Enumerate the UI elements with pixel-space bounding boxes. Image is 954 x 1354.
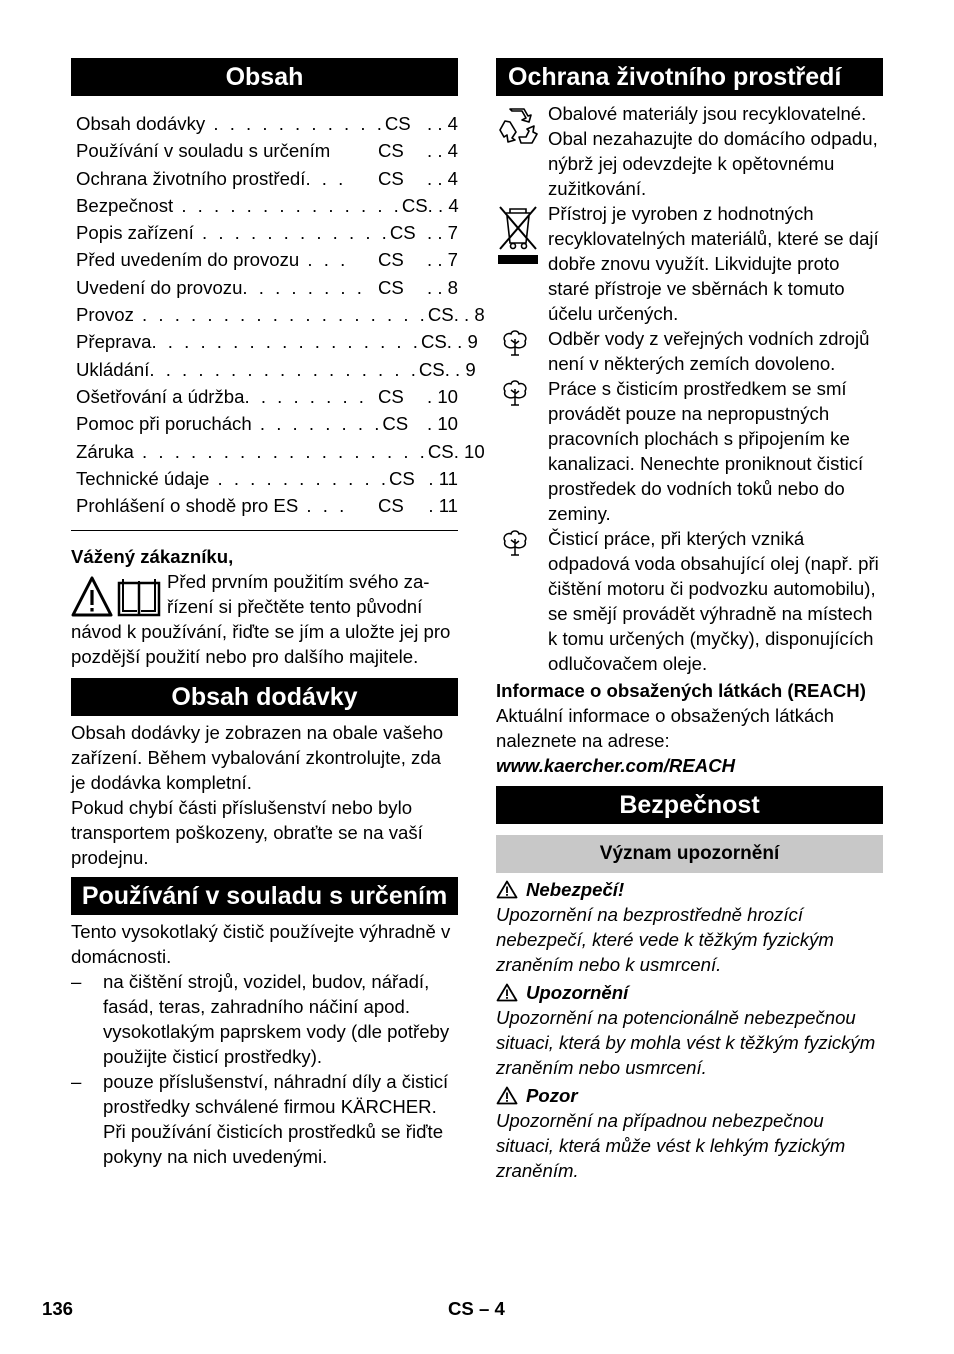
toc-entry-page: . 10 [426,385,458,407]
toc-entry-page: . 11 [428,495,458,517]
toc-leader-dots: . . . . . . . . . . . . . . . . . . [133,440,428,462]
toc-leader-dots: . . . . . . . . . . . . . . [173,194,402,216]
environment-text: Čisticí práce, při kterých vzniká odpadová voda obsahující olej (např. při čištění motoru či podvozku automobilu), se smějí provádět výhradně na místech k tomu určených (myčky), disponujících odlučovačem oleje. [548,528,879,674]
toc-leader-dots: . . . . . . . . [242,276,365,298]
toc-row[interactable] [71,465,458,492]
crossed-bin-icon [496,203,540,273]
warning-read-manual-icon [71,575,161,619]
toc-entry-page: . . 7 [426,249,458,271]
toc-entry-language: CS [420,331,447,353]
toc-entry-language: CS [389,222,416,244]
environment-text: Práce s čisticím prostředkem se smí provádět pouze na nepropustných pracovních plochách s připojením ke kanalizaci. Nenechte proniknout čisticí prostředek do vodních toků nebo do zeminy. [548,378,864,524]
intended-use-list [71,969,458,1169]
toc-entry-language: CS [427,440,454,462]
notice-heading: Význam upozornění [496,835,883,873]
toc-entry-page: . . 8 [426,276,458,298]
delivery-paragraph-1: Obsah dodávky je zobrazen na obale vašeho zařízení. Během vybalování zkontrolujte, zda je dodávka kompletní. [71,722,444,794]
toc-entry-page: . 11 [428,467,458,489]
toc-row[interactable] [71,492,458,519]
toc-entry-language: CS [378,249,404,271]
toc-row[interactable] [71,383,458,410]
toc-row[interactable] [71,301,485,328]
environment-list [496,101,883,676]
toc-entry-title: Bezpečnost [76,194,174,216]
intro-line-1: Před prvním použitím svého za- [167,571,430,593]
toc-entry-title: Ošetřování a údržba [76,385,245,407]
toc-entry-page: . . 4 [426,113,458,134]
environment-tree-icon [500,379,530,407]
list-item: – pouze příslušenství, náhradní díly a čisticí prostředky schválené firmou KÄRCHER. Při používání čisticích prostředků se řiďte pokyny na nich uvedenými. [71,1071,449,1168]
toc-entry-title: Záruka [76,440,134,462]
list-item [496,101,883,201]
toc-entry-page: . . 4 [426,140,458,162]
toc-leader-dots: . . . . . . . . . . . [205,113,385,134]
toc-row[interactable] [71,274,458,301]
toc-leader-dots: . . . . . . . . . . . . . . . . . [151,331,421,353]
left-column [71,58,485,1169]
toc-leader-dots: . . . [299,249,349,271]
toc-entry-title: Používání v souladu s určením [76,140,331,162]
caution-text: Upozornění na případnou nebezpečnou situaci, která může vést k lehkým fyzickým zraněním. [496,1110,846,1181]
toc-entry-title: Pomoc při poruchách [76,413,252,435]
warning-text: Upozornění na potencionálně nebezpečnou situaci, která by mohla vést k těžkým fyzickým zraněním nebo usmrcení. [496,1007,876,1078]
toc-row[interactable] [71,246,458,273]
toc-row[interactable] [71,192,458,219]
toc-entry-title: Technické údaje [76,467,210,489]
toc-leader-dots: . . . . . . . . [244,385,367,407]
toc-row[interactable] [71,165,458,192]
toc-entry-language: CS [378,495,404,517]
toc-leader-dots: . . . . . . . . . . . [209,467,389,489]
toc-entry-language: CS [382,413,409,435]
toc-entry-page: . . 4 [426,167,458,189]
toc-row[interactable] [71,137,458,164]
toc-row[interactable] [71,328,478,355]
toc-leader-dots: . . . [298,495,348,517]
list-item [496,376,883,526]
intro-rest: návod k používání, řiďte se jím a uložte jej pro pozdější použití nebo pro dalšího majitele. [71,621,451,668]
environment-heading: Ochrana životního prostředí [496,58,883,96]
delivery-paragraph-2: Pokud chybí části příslušenství nebo bylo transportem poškozeny, obraťte se na vaší prodejnu. [71,797,423,869]
reach-url-link[interactable]: www.kaercher.com/REACH [496,755,736,776]
environment-text: Přístroj je vyroben z hodnotných recyklovatelných materiálů, které se dají dobře znovu využít. Likvidujte proto staré přístroje ve sběrnách k tomuto účelu určených. [548,203,879,324]
toc-entry-title: Uvedení do provozu [76,276,243,298]
toc-entry-page: . . 9 [444,358,476,380]
intended-use-paragraph: Tento vysokotlaký čistič používejte výhradně v domácnosti. [71,921,451,968]
environment-tree-icon [500,329,530,357]
toc-entry-title: Ochrana životního prostředí [76,167,306,189]
section-page-number: CS – 4 [448,1298,505,1319]
toc-entry-title: Popis zařízení [76,222,194,244]
toc-row[interactable] [71,110,458,137]
intended-use-heading: Používání v souladu s určením [71,877,458,915]
toc-entry-language: CS [401,194,428,216]
list-item [496,326,883,376]
intro-line-2: řízení si přečtěte tento původní [167,596,423,618]
page-number: 136 [42,1298,74,1319]
toc-leader-dots: . . . . . . . . . . . . . . . . . . [133,304,428,326]
delivery-heading: Obsah dodávky [71,678,458,716]
environment-tree-icon [500,529,530,557]
table-of-contents [71,110,485,531]
warning-triangle-icon [496,983,518,1002]
intro-block [71,569,458,669]
toc-row[interactable] [71,438,485,465]
warning-triangle-icon [496,1086,518,1105]
list-item: – na čištění strojů, vozidel, budov, nářadí, fasád, teras, zahradního náčiní apod. vysokotlakým paprskem vody (dle potřeby použijte čisticí prostředky). [71,971,450,1068]
safety-heading: Bezpečnost [496,786,883,824]
toc-entry-title: Ukládání [76,358,150,380]
toc-entry-language: CS [418,358,445,380]
warning-triangle-icon [496,880,518,899]
right-column [496,58,883,1183]
toc-entry-title: Provoz [76,304,134,326]
signal-words [496,877,883,1183]
toc-heading: Obsah [71,58,458,96]
caution-label: Pozor [496,1083,883,1108]
toc-entry-title: Přeprava [76,331,152,353]
toc-entry-language: CS [389,467,415,489]
list-item [496,526,883,676]
recycling-icon [496,105,540,149]
toc-entry-page: . 10 [426,413,458,435]
toc-entry-language: CS [378,167,404,189]
toc-entry-language: CS [427,304,454,326]
toc-entry-language: CS [384,113,411,134]
toc-entry-language: CS [378,385,404,407]
list-item [496,201,883,326]
toc-leader-dots: . . . . . . . . . . . . . . . . . [149,358,419,380]
toc-leader-dots: . . . . . . . . . . . . [193,222,390,244]
environment-text: Obalové materiály jsou recyklovatelné. Obal nezahazujte do domácího odpadu, nýbrž jej odevzdejte k opětovnému zužitkování. [548,103,878,199]
reach-text: Aktuální informace o obsažených látkách naleznete na adrese: [496,705,834,751]
toc-row[interactable] [71,219,458,246]
warning-label: Upozornění [496,980,883,1005]
greeting: Vážený zákazníku, [71,546,234,568]
toc-entry-page: . . 9 [446,331,478,353]
danger-text: Upozornění na bezprostředně hrozící nebezpečí, které vede k těžkým fyzickým zraněním nebo k usmrcení. [496,904,834,975]
toc-entry-language: CS [378,140,404,162]
toc-leader-dots: . . . [305,167,347,189]
toc-entry-language: CS [378,276,404,298]
toc-entry-page: . 10 [453,440,485,462]
toc-row[interactable] [71,356,476,383]
danger-label: Nebezpečí! [496,877,883,902]
toc-entry-title: Obsah dodávky [76,113,206,134]
toc-entry-page: . . 8 [453,304,485,326]
toc-entry-title: Před uvedením do provozu [76,249,300,271]
reach-heading: Informace o obsažených látkách (REACH) [496,680,866,701]
toc-leader-dots: . . . . . . . . [251,413,383,435]
toc-entry-title: Prohlášení o shodě pro ES [76,495,299,517]
toc-row[interactable] [71,410,458,437]
toc-entry-page: . . 4 [427,194,459,216]
environment-text: Odběr vody z veřejných vodních zdrojů není v některých zemích dovoleno. [548,328,870,374]
toc-entry-page: . . 7 [426,222,458,244]
